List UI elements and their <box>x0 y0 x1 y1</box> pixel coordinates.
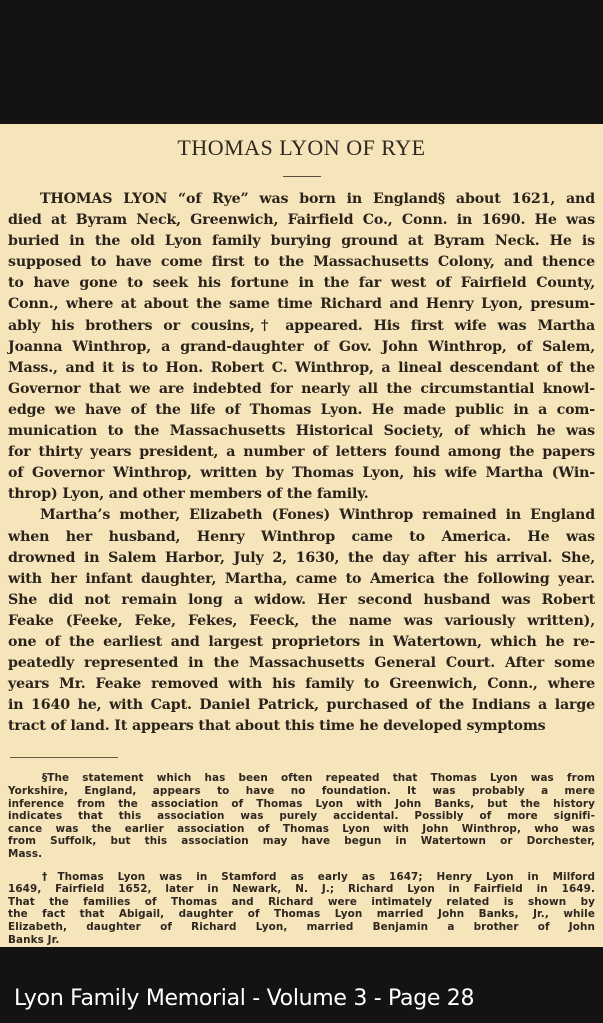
footnote-line: †Thomas Lyon was in Stamford as early as 1647; Henry Lyon in Milford <box>42 870 595 883</box>
image-caption: Lyon Family Memorial - Volume 3 - Page 28 <box>14 986 475 1011</box>
text-line: munication to the Massachusetts Historical Society, of which he was <box>8 423 595 440</box>
paragraph-1 <box>8 189 595 505</box>
body-text <box>8 189 595 737</box>
footnote-line: That the families of Thomas and Richard were intimately related is shown by <box>8 895 595 908</box>
footnote-line: 1649, Fairfield 1652, later in Newark, N. J.; Richard Lyon in Fairfield in 1649. <box>8 883 595 896</box>
text-line: throp) Lyon, and other members of the family. <box>8 486 369 503</box>
text-line: Conn., where at about the same time Richard and Henry Lyon, presum- <box>8 296 595 313</box>
text-line: edge we have of the life of Thomas Lyon. He made public in a com- <box>8 401 595 418</box>
text-line: with her infant daughter, Martha, came to America the following year. <box>8 570 595 587</box>
footnote-line: indicates that this association was purely accidental. Possibly of more signifi- <box>8 810 595 823</box>
text-line: peatedly represented in the Massachusetts General Court. After some <box>8 655 595 672</box>
text-line: She did not remain long a widow. Her second husband was Robert <box>8 591 595 608</box>
text-line: Feake (Feeke, Feke, Fekes, Feeck, the name was variously written), <box>8 612 595 629</box>
text-line: to have gone to seek his fortune in the far west of Fairfield County, <box>8 275 595 292</box>
footnote-divider <box>10 757 118 758</box>
footnote-section <box>8 772 595 860</box>
text-line: Governor that we are indebted for nearly all the circumstantial knowl- <box>8 380 595 397</box>
text-line: drowned in Salem Harbor, July 2, 1630, the day after his arrival. She, <box>8 549 595 566</box>
text-line: Mass., and it is to Hon. Robert C. Winthrop, a lineal descendant of the <box>8 359 595 376</box>
paragraph-2 <box>8 505 595 737</box>
footnote-line: §The statement which has been often repeated that Thomas Lyon was from <box>42 772 595 785</box>
text-line: of Governor Winthrop, written by Thomas Lyon, his wife Martha (Win- <box>8 465 595 482</box>
page-title: THOMAS LYON OF RYE <box>177 135 426 160</box>
text-line: when her husband, Henry Winthrop came to America. He was <box>8 528 595 545</box>
text-line: in 1640 he, with Capt. Daniel Patrick, purchased of the Indians a large <box>8 697 595 714</box>
footnote-line: inference from the association of Thomas Lyon with John Banks, but the history <box>8 797 595 810</box>
footnote-line: from Suffolk, but this association may have begun in Watertown or Dorchester, <box>8 835 595 848</box>
text-line: tract of land. It appears that about this time he developed symptoms <box>8 718 546 735</box>
footnote-line: the fact that Abigail, daughter of Thomas Lyon married John Banks, Jr., while <box>8 908 595 921</box>
text-line: Martha’s mother, Elizabeth (Fones) Winthrop remained in England <box>40 507 595 524</box>
text-line: years Mr. Feake removed with his family to Greenwich, Conn., where <box>8 676 595 693</box>
text-line: supposed to have come first to the Massachusetts Colony, and thence <box>8 254 595 271</box>
footnote-line: Banks Jr. <box>8 933 60 946</box>
text-line: ably his brothers or cousins,† appeared. His first wife was Martha <box>8 317 595 334</box>
footnote-line: Yorkshire, England, appears to have no foundation. It was probably a mere <box>8 785 595 798</box>
text-line: buried in the old Lyon family burying ground at Byram Neck. He is <box>8 233 595 250</box>
text-line: for thirty years president, a number of letters found among the papers <box>8 444 595 461</box>
scanned-page <box>0 124 603 947</box>
footnote-line: Elizabeth, daughter of Richard Lyon, married Benjamin a brother of John <box>8 920 595 933</box>
text-line: one of the earliest and largest proprietors in Watertown, which he re- <box>8 633 595 650</box>
title-divider <box>283 176 321 177</box>
text-line: Joanna Winthrop, a grand-daughter of Gov. John Winthrop, of Salem, <box>8 338 595 355</box>
footnote-line: Mass. <box>8 848 43 860</box>
text-line: THOMAS LYON “of Rye” was born in England§ about 1621, and <box>40 191 595 207</box>
footnotes <box>8 772 595 946</box>
footnote-line: cance was the earlier association of Thomas Lyon with John Winthrop, who was <box>8 822 595 835</box>
footnote-dagger <box>8 871 595 947</box>
text-line: died at Byram Neck, Greenwich, Fairfield Co., Conn. in 1690. He was <box>8 212 595 229</box>
